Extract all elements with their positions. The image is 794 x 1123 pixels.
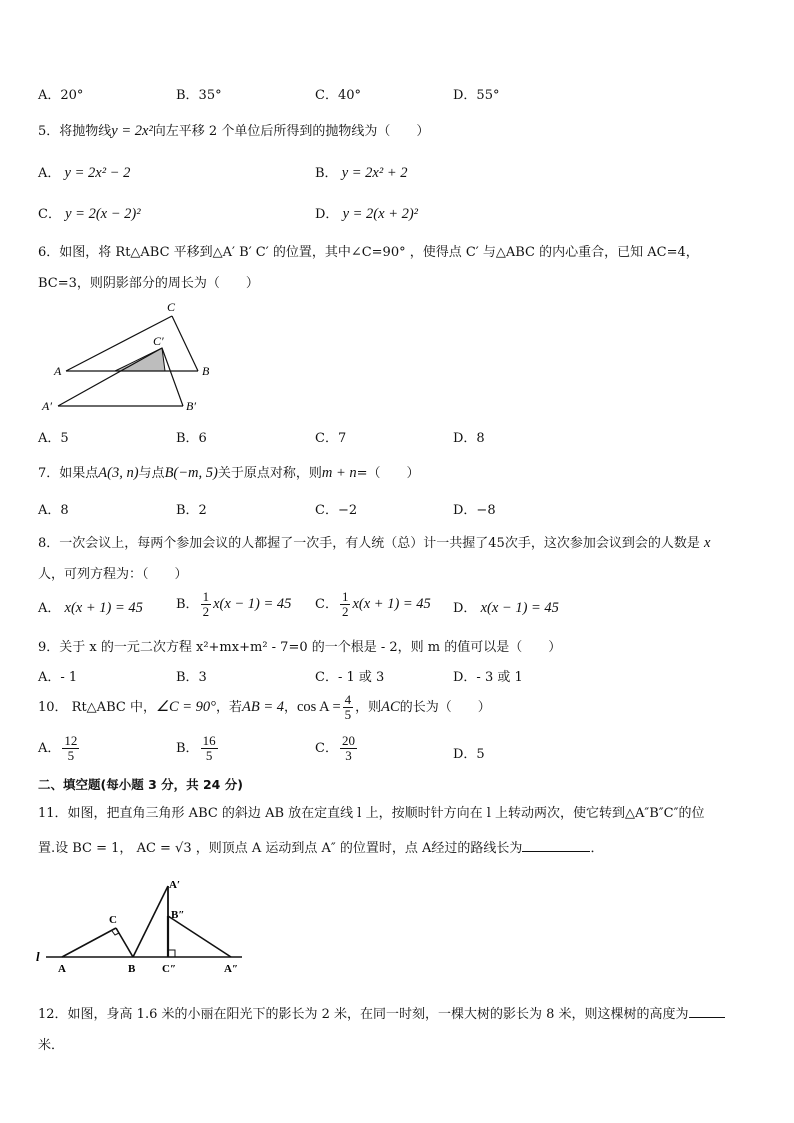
q12-stem-line1 — [38, 1003, 725, 1022]
label-a: A — [54, 364, 62, 378]
option-label: D． — [453, 601, 477, 616]
q7-stem-end: =（ ） — [356, 466, 420, 481]
fraction-numerator: 1 — [341, 589, 349, 604]
q6-option-d: D．8 — [453, 431, 485, 446]
q7-point-b: B(−m, 5) — [164, 465, 218, 481]
q8-option-b — [176, 590, 291, 619]
fraction-numerator: 12 — [64, 733, 78, 748]
q5-option-b — [315, 162, 408, 182]
label-b: B — [128, 963, 136, 975]
q8-option-d — [453, 597, 559, 617]
label-a-prime: A′ — [169, 879, 181, 891]
q6-stem-line1: 6．如图，将 Rt△ABC 平移到△A′ B′ C′ 的位置，其中∠C=90° ，使得点 C′ 与△ABC 的内心重合，已知 AC=4， — [38, 245, 699, 260]
q6-option-b: B．6 — [176, 431, 207, 446]
q7-stem — [38, 462, 420, 482]
label-b-double-prime: B″ — [171, 909, 185, 921]
fraction — [201, 734, 218, 763]
q10-end: 的长为（ ） — [399, 700, 491, 715]
q10-ac: AC — [381, 699, 400, 715]
option-label: C． — [315, 597, 338, 612]
q5-stem — [38, 120, 429, 140]
option-formula: y = 2(x + 2)² — [342, 206, 419, 222]
q5-stem-pre: 5．将抛物线 — [38, 124, 112, 139]
q5-option-d — [315, 203, 418, 223]
q10-option-a — [38, 734, 81, 763]
q4-option-b: B．35° — [176, 88, 222, 103]
q8-option-a — [38, 597, 143, 617]
q4-option-d: D．55° — [453, 88, 500, 103]
q11-line2-end: ． — [590, 841, 604, 856]
q10-mid2: ， — [283, 700, 297, 715]
q6-stem-line2: BC=3，则阴影部分的周长为（ ） — [38, 276, 259, 291]
shaded-region — [115, 348, 165, 371]
option-label: A． — [38, 741, 61, 756]
option-label: B． — [176, 741, 199, 756]
segment-bc — [172, 316, 198, 371]
segment-apcp — [58, 348, 162, 406]
triangle-2-ba — [133, 886, 168, 957]
option-label: C． — [38, 207, 61, 222]
label-l: l — [36, 949, 40, 964]
option-label: D． — [315, 207, 339, 222]
fraction-denominator: 5 — [67, 748, 75, 763]
fraction-numerator: 20 — [341, 733, 355, 748]
q7-option-c: C．−2 — [315, 503, 358, 518]
q5-stem-post: 向左平移 2 个单位后所得到的抛物线为（ ） — [152, 124, 430, 139]
q9-option-a: A．- 1 — [38, 670, 78, 685]
label-a-prime: A′ — [42, 399, 52, 413]
fraction-numerator: 4 — [344, 692, 352, 707]
q10-stem — [38, 693, 491, 722]
q10-post: ，则 — [355, 700, 382, 715]
q10-cond1: ∠C = 90° — [155, 699, 216, 715]
label-c-double-prime: C″ — [162, 963, 177, 975]
q7-point-a: A(3, n) — [98, 465, 139, 481]
q10-option-d: D．5 — [453, 747, 485, 762]
q8-var: x — [703, 535, 711, 551]
q5-option-c — [38, 203, 141, 223]
answer-blank[interactable] — [689, 1017, 725, 1018]
q10-pre: 10． Rt△ABC 中， — [38, 700, 156, 715]
q7-expr: m + n — [321, 465, 357, 481]
option-formula: x(x − 1) = 45 — [480, 600, 559, 616]
triangle-1-ac — [62, 928, 116, 957]
q11-figure — [30, 872, 250, 980]
q5-stem-formula: y = 2x² — [111, 123, 153, 139]
q8-option-c — [315, 590, 431, 619]
label-b-prime: B′ — [186, 399, 196, 413]
option-formula: y = 2(x − 2)² — [65, 206, 141, 222]
label-b: B — [202, 364, 210, 378]
q7-option-d: D．−8 — [453, 503, 496, 518]
triangle-3-ba — [168, 916, 231, 957]
q9-option-d: D．- 3 或 1 — [453, 670, 523, 685]
q8-stem-line2: 人，可列方程为：（ ） — [38, 567, 188, 582]
option-label: C． — [315, 741, 338, 756]
label-c-prime: C′ — [153, 334, 164, 348]
option-label: A． — [38, 601, 61, 616]
option-label: B． — [176, 597, 199, 612]
option-formula: x(x + 1) = 45 — [352, 596, 431, 612]
q7-stem-pre: 7．如果点 — [38, 466, 99, 481]
q6-option-a: A．5 — [38, 431, 69, 446]
option-label: A． — [38, 166, 61, 181]
q12-stem-line2: 米． — [38, 1038, 65, 1053]
q7-stem-post: 关于原点对称，则 — [217, 466, 322, 481]
fraction-denominator: 5 — [205, 748, 213, 763]
fraction-denominator: 3 — [345, 748, 352, 763]
q10-cond2: AB = 4 — [241, 699, 284, 715]
option-formula: y = 2x² + 2 — [341, 165, 408, 181]
q4-option-c: C．40° — [315, 88, 361, 103]
segment-bpcp — [162, 348, 183, 406]
q8-line1-text: 8．一次会议上，每两个参加会议的人都握了一次手，有人统（总）计一共握了45次手，这次参加会议到会的人数是 — [38, 536, 700, 551]
label-c: C — [167, 300, 176, 314]
fraction-denominator: 2 — [202, 604, 210, 619]
fraction-numerator: 1 — [202, 589, 210, 604]
q4-option-a: A．20° — [38, 88, 84, 103]
option-formula: x(x + 1) = 45 — [64, 600, 143, 616]
fraction — [62, 734, 79, 763]
fraction-denominator: 2 — [341, 604, 349, 619]
q7-stem-mid: 与点 — [138, 466, 165, 481]
q5-option-a — [38, 162, 130, 182]
fraction — [201, 590, 212, 619]
label-c: C — [109, 914, 117, 926]
q10-option-c — [315, 734, 359, 763]
q6-figure — [40, 298, 220, 418]
q10-cos-fraction — [343, 693, 354, 722]
option-formula: y = 2x² − 2 — [64, 165, 131, 181]
q10-mid1: ，若 — [215, 700, 242, 715]
q11-line2-text: 置.设 BC = 1， AC = √3 ，则顶点 A 运动到点 A″ 的位置时，点 A经过的路线长为 — [38, 841, 523, 856]
q11-stem-line2 — [38, 837, 603, 856]
q10-cos: cos A = — [297, 699, 341, 715]
q7-option-a: A．8 — [38, 503, 69, 518]
label-a: A — [58, 963, 66, 975]
q12-line1-text: 12．如图，身高 1.6 米的小丽在阳光下的影长为 2 米，在同一时刻，一棵大树的影长为 8 米，则这棵树的高度为 — [38, 1007, 689, 1022]
q8-stem-line1 — [38, 532, 710, 552]
option-label: B． — [315, 166, 338, 181]
section-heading: 二、填空题(每小题 3 分，共 24 分) — [38, 777, 243, 792]
fraction-numerator: 16 — [202, 733, 216, 748]
answer-blank[interactable] — [522, 851, 590, 852]
q6-option-c: C．7 — [315, 431, 347, 446]
fraction — [340, 734, 357, 763]
option-formula: x(x − 1) = 45 — [213, 596, 292, 612]
q10-option-b — [176, 734, 220, 763]
fraction-denominator: 5 — [344, 707, 352, 722]
q9-stem: 9．关于 x 的一元二次方程 x²+mx+m² - 7=0 的一个根是 - 2，则 m 的值可以是（ ） — [38, 640, 562, 655]
q9-option-c: C．- 1 或 3 — [315, 670, 385, 685]
q7-option-b: B．2 — [176, 503, 207, 518]
q11-stem-line1: 11．如图，把直角三角形 ABC 的斜边 AB 放在定直线 l 上，按顺时针方向在 l 上转动两次，使它转到△A″B″C″的位 — [38, 806, 705, 821]
fraction — [340, 590, 351, 619]
triangle-1-cb — [116, 928, 133, 957]
label-a-double-prime: A″ — [224, 963, 239, 975]
q9-option-b: B．3 — [176, 670, 207, 685]
